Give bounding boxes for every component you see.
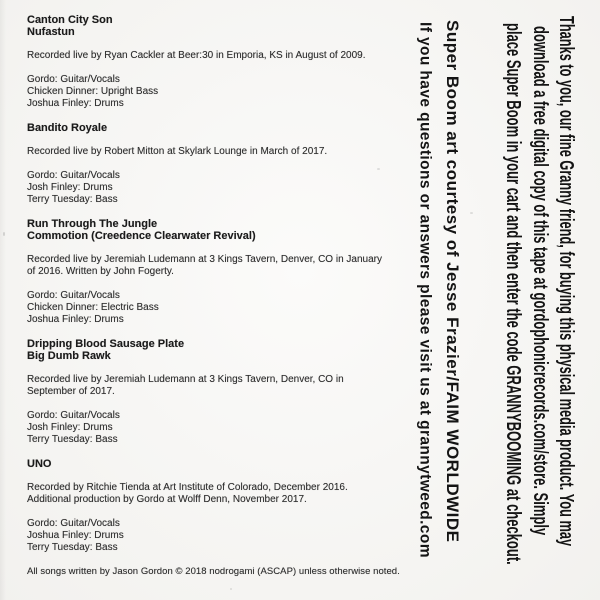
scan-speck xyxy=(3,232,5,236)
recording-note xyxy=(27,50,415,62)
recording-note xyxy=(27,482,415,506)
recording-note-line: Recorded live by Jeremiah Ludemann at 3 Kings Tavern, Denver, CO in January xyxy=(27,254,383,265)
track-title xyxy=(27,458,415,470)
contact-note: If you have questions or answers please visit us at grannytweed.com xyxy=(416,22,434,558)
scan-speck xyxy=(470,212,473,214)
credit-line: Terry Tuesday: Bass xyxy=(27,434,118,445)
credit-line: Gordo: Guitar/Vocals xyxy=(27,410,120,421)
thank-you-note-line-3: place Super Boom in your cart and then enter the code GRANNYBOOMING at checkout. xyxy=(502,23,524,565)
credits xyxy=(27,410,415,446)
recording-note-line: of 2016. Written by John Fogerty. xyxy=(27,266,174,277)
credit-line: Joshua Finley: Drums xyxy=(27,314,124,325)
track-section xyxy=(27,122,415,206)
track-section xyxy=(27,218,415,326)
credit-line: Gordo: Guitar/Vocals xyxy=(27,170,120,181)
credit-line: Joshua Finley: Drums xyxy=(27,98,124,109)
recording-note-line: Recorded live by Robert Mitton at Skylark Lounge in March of 2017. xyxy=(27,146,328,157)
track-title-line: Nufastun xyxy=(27,26,75,38)
credit-line: Joshua Finley: Drums xyxy=(27,530,124,541)
recording-note xyxy=(27,254,415,278)
recording-note-line: Additional production by Gordo at Wolff Denn, November 2017. xyxy=(27,494,307,505)
scan-speck xyxy=(230,588,232,590)
track-title-line: Big Dumb Rawk xyxy=(27,350,111,362)
credit-line: Terry Tuesday: Bass xyxy=(27,542,118,553)
recording-note xyxy=(27,146,415,158)
track-title-line: Commotion (Creedence Clearwater Revival) xyxy=(27,230,256,242)
track-title xyxy=(27,338,415,362)
thank-you-note-line-2: download a free digital copy of this tape at gordophonicrecords.com/store. Simply xyxy=(529,26,551,536)
track-title xyxy=(27,218,415,242)
credit-line: Chicken Dinner: Upright Bass xyxy=(27,86,159,97)
credit-line: Josh Finley: Drums xyxy=(27,182,113,193)
track-title-line: Bandito Royale xyxy=(27,122,108,134)
credits xyxy=(27,74,415,110)
track-title xyxy=(27,14,415,38)
art-credit-note: Super Boom art courtesy of Jesse Frazier/FAIM WORLDWIDE xyxy=(443,20,462,543)
credit-line: Chicken Dinner: Electric Bass xyxy=(27,302,159,313)
credits xyxy=(27,290,415,326)
credits xyxy=(27,170,415,206)
scan-speck xyxy=(377,168,380,170)
track-section xyxy=(27,14,415,110)
credits xyxy=(27,518,415,554)
tracklist-column xyxy=(27,14,415,590)
recording-note-line: Recorded by Ritchie Tienda at Art Institute of Colorado, December 2016. xyxy=(27,482,348,493)
recording-note-line: Recorded live by Jeremiah Ludemann at 3 Kings Tavern, Denver, CO in xyxy=(27,374,344,385)
track-section xyxy=(27,458,415,554)
track-title xyxy=(27,122,415,134)
track-title-line: Run Through The Jungle xyxy=(27,218,158,230)
credit-line: Gordo: Guitar/Vocals xyxy=(27,290,120,301)
track-title-line: Canton City Son xyxy=(27,14,113,26)
credit-line: Terry Tuesday: Bass xyxy=(27,194,118,205)
track-title-line: UNO xyxy=(27,458,52,470)
recording-note-line: September of 2017. xyxy=(27,386,115,397)
recording-note xyxy=(27,374,415,398)
thank-you-note-line-1: Thanks to you, our fine Granny friend, for buying this physical media product. You may xyxy=(555,16,577,547)
recording-note-line: Recorded live by Ryan Cackler at Beer:30 in Emporia, KS in August of 2009. xyxy=(27,50,366,61)
copyright-note: All songs written by Jason Gordon © 2018 nodrogami (ASCAP) unless otherwise noted. xyxy=(27,566,400,577)
track-title-line: Dripping Blood Sausage Plate xyxy=(27,338,185,350)
credit-line: Gordo: Guitar/Vocals xyxy=(27,74,120,85)
credit-line: Josh Finley: Drums xyxy=(27,422,113,433)
credit-line: Gordo: Guitar/Vocals xyxy=(27,518,120,529)
track-section xyxy=(27,338,415,446)
